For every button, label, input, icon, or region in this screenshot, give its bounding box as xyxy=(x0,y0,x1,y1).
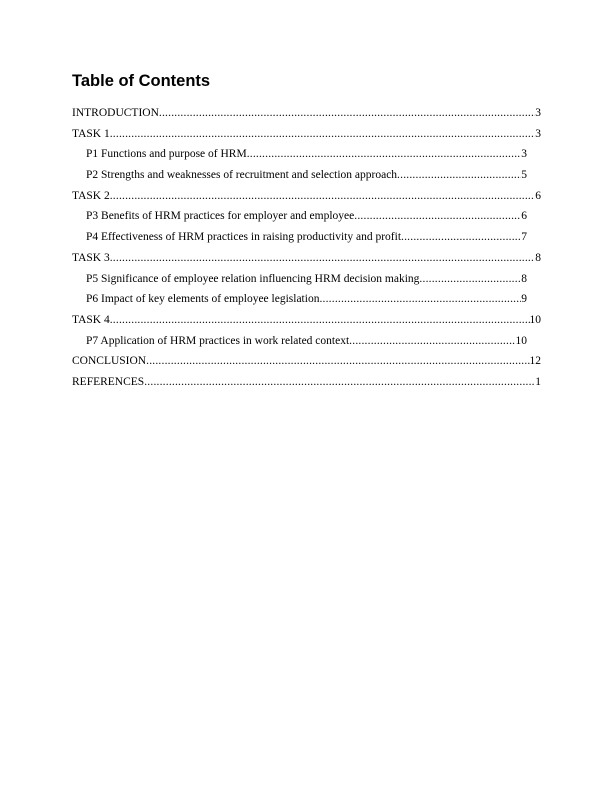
toc-entry-label: TASK 4 xyxy=(72,313,110,326)
toc-entry-label: TASK 1 xyxy=(72,127,110,140)
toc-page-number: 3 xyxy=(521,148,527,161)
toc-entry-p3[interactable] xyxy=(0,207,612,228)
toc-list xyxy=(0,104,612,394)
toc-page-number: 6 xyxy=(521,210,527,223)
toc-page-number: 5 xyxy=(521,169,527,182)
toc-page-number: 10 xyxy=(529,313,541,326)
dot-leader xyxy=(419,270,521,288)
toc-page-number: 8 xyxy=(521,272,527,285)
toc-entry-label: P2 Strengths and weaknesses of recruitment and selection approach xyxy=(86,169,398,182)
toc-page-number: 3 xyxy=(535,127,541,140)
dot-leader xyxy=(110,125,536,143)
toc-page-number: 9 xyxy=(521,293,527,306)
toc-entry-task-4[interactable] xyxy=(0,311,612,332)
dot-leader xyxy=(354,207,521,225)
dot-leader xyxy=(349,332,515,350)
toc-entry-label: P4 Effectiveness of HRM practices in raising productivity and profit xyxy=(86,231,402,244)
toc-entry-task-3[interactable] xyxy=(0,249,612,270)
page-title: Table of Contents xyxy=(72,72,211,90)
toc-entry-references[interactable] xyxy=(0,373,612,394)
toc-page-number: 12 xyxy=(529,355,541,368)
dot-leader xyxy=(159,104,535,122)
toc-entry-label: P7 Application of HRM practices in work related context xyxy=(86,334,350,347)
toc-entry-task-1[interactable] xyxy=(0,125,612,146)
toc-entry-task-2[interactable] xyxy=(0,187,612,208)
toc-page-number: 7 xyxy=(521,231,527,244)
toc-entry-label: P5 Significance of employee relation influencing HRM decision making xyxy=(86,272,420,285)
toc-entry-conclusion[interactable] xyxy=(0,352,612,373)
toc-entry-label: P1 Functions and purpose of HRM xyxy=(86,148,247,161)
toc-entry-label: CONCLUSION xyxy=(72,355,147,368)
toc-entry-label: INTRODUCTION xyxy=(72,107,159,119)
dot-leader xyxy=(397,166,521,184)
toc-page-number: 8 xyxy=(535,251,541,264)
dot-leader xyxy=(319,290,521,308)
toc-entry-p5[interactable] xyxy=(0,270,612,291)
dot-leader xyxy=(110,187,536,205)
toc-entry-label: REFERENCES xyxy=(72,375,145,388)
toc-entry-label: TASK 2 xyxy=(72,189,110,202)
dot-leader xyxy=(146,352,529,370)
toc-entry-p6[interactable] xyxy=(0,290,612,311)
toc-entry-introduction[interactable] xyxy=(0,104,612,125)
dot-leader xyxy=(144,373,535,391)
toc-page-number: 3 xyxy=(535,107,541,119)
dot-leader xyxy=(110,249,536,267)
toc-page-number: 10 xyxy=(515,334,527,347)
toc-entry-p1[interactable] xyxy=(0,145,612,166)
dot-leader xyxy=(110,311,530,329)
toc-entry-p7[interactable] xyxy=(0,332,612,353)
toc-entry-label: P3 Benefits of HRM practices for employer and employee xyxy=(86,210,355,223)
toc-entry-label: P6 Impact of key elements of employee legislation xyxy=(86,293,320,306)
toc-page-number: 6 xyxy=(535,189,541,202)
toc-entry-p4[interactable] xyxy=(0,228,612,249)
dot-leader xyxy=(401,228,521,246)
toc-entry-p2[interactable] xyxy=(0,166,612,187)
toc-page-number: 1 xyxy=(535,375,541,388)
dot-leader xyxy=(247,145,522,163)
toc-entry-label: TASK 3 xyxy=(72,251,110,264)
